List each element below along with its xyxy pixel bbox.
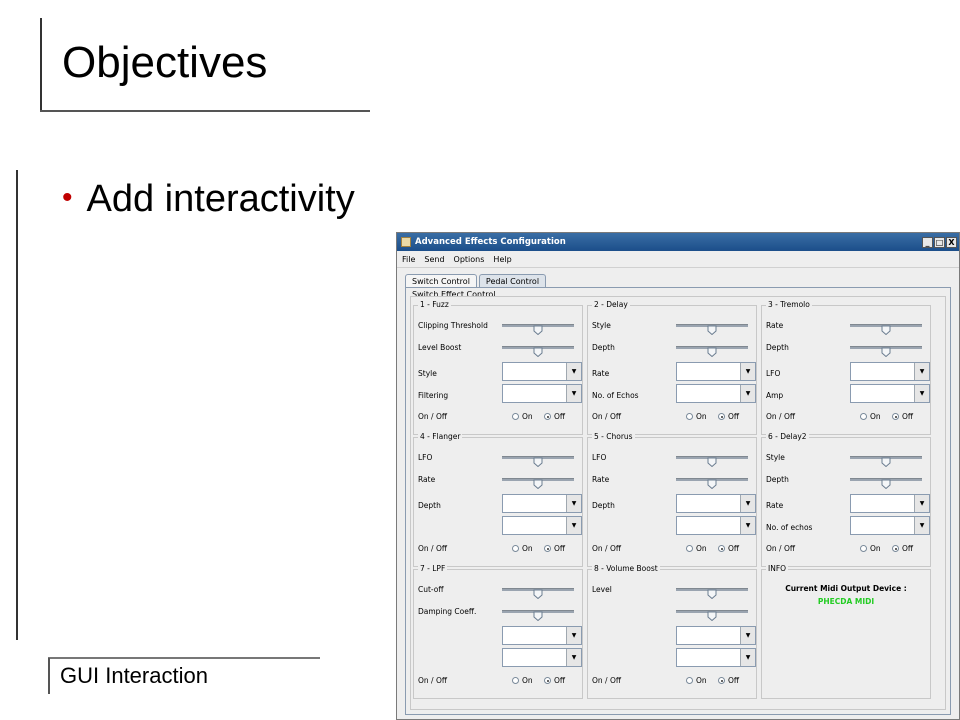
control-label: Depth (592, 501, 615, 510)
dropdown-select[interactable] (850, 362, 930, 381)
control-label: LFO (418, 453, 433, 462)
radio-on-label: On (522, 676, 533, 685)
control-label: No. of Echos (592, 391, 639, 400)
window-controls (922, 237, 957, 248)
control-label: Style (766, 453, 785, 462)
slider-thumb-icon[interactable] (533, 584, 543, 594)
chevron-down-icon[interactable]: ▼ (740, 517, 755, 534)
tab-content (405, 287, 951, 715)
bullet-item (62, 178, 355, 221)
slider-thumb-icon[interactable] (881, 452, 891, 462)
slider[interactable] (850, 320, 922, 330)
control-label: Amp (766, 391, 784, 400)
slider-thumb-icon[interactable] (707, 606, 717, 616)
radio-off-icon[interactable] (718, 545, 725, 552)
slider-thumb-icon[interactable] (707, 320, 717, 330)
slider[interactable] (676, 452, 748, 462)
onoff-label: On / Off (418, 412, 448, 421)
control-label: LFO (592, 453, 607, 462)
slider-thumb-icon[interactable] (707, 474, 717, 484)
midi-device-name: PHECDA MIDI (817, 597, 875, 606)
radio-off[interactable] (718, 544, 739, 553)
panel-title: 4 - Flanger (420, 432, 461, 441)
info-panel (761, 564, 931, 699)
slider-thumb-icon[interactable] (533, 606, 543, 616)
slider-thumb-icon[interactable] (881, 474, 891, 484)
slider[interactable] (850, 474, 922, 484)
effect-panel (587, 432, 757, 567)
radio-on-icon[interactable] (512, 545, 519, 552)
slider[interactable] (502, 474, 574, 484)
chevron-down-icon[interactable]: ▼ (914, 517, 929, 534)
dropdown-select[interactable] (502, 494, 582, 513)
radio-off-label: Off (728, 544, 740, 553)
slider-thumb-icon[interactable] (707, 584, 717, 594)
radio-on[interactable] (512, 544, 533, 553)
chevron-down-icon[interactable]: ▼ (740, 385, 755, 402)
control-label: Level (592, 585, 612, 594)
control-label: Rate (766, 321, 784, 330)
radio-off-icon[interactable] (544, 545, 551, 552)
midi-device-label: Current Midi Output Device : (785, 584, 907, 593)
menu-help[interactable]: Help (493, 254, 512, 264)
radio-on[interactable] (860, 544, 881, 553)
control-label: No. of echos (766, 523, 813, 532)
control-label: Clipping Threshold (418, 321, 488, 330)
radio-on-label: On (870, 412, 881, 421)
maximize-button[interactable]: □ (935, 237, 944, 247)
chevron-down-icon[interactable]: ▼ (914, 495, 929, 512)
onoff-label: On / Off (592, 676, 622, 685)
radio-on[interactable] (686, 544, 707, 553)
slider[interactable] (502, 342, 574, 352)
chevron-down-icon[interactable]: ▼ (566, 385, 581, 402)
dropdown-select[interactable] (676, 626, 756, 645)
tab-strip (405, 274, 546, 288)
chevron-down-icon[interactable]: ▼ (740, 627, 755, 644)
radio-off-icon[interactable] (544, 677, 551, 684)
radio-off-icon[interactable] (718, 413, 725, 420)
dropdown-select[interactable] (502, 516, 582, 535)
radio-off-label: Off (728, 412, 740, 421)
chevron-down-icon[interactable]: ▼ (914, 363, 929, 380)
footer-text: GUI Interaction (60, 663, 208, 688)
radio-on-icon[interactable] (686, 545, 693, 552)
slider-thumb-icon[interactable] (707, 452, 717, 462)
radio-off[interactable] (544, 544, 565, 553)
menu-options[interactable]: Options (453, 254, 485, 264)
effect-panel (761, 300, 931, 435)
window-title: Advanced Effects Configuration (415, 237, 566, 247)
radio-on-label: On (522, 412, 533, 421)
control-label: Depth (418, 501, 441, 510)
effect-panel (587, 300, 757, 435)
slider[interactable] (850, 452, 922, 462)
minimize-button[interactable]: _ (922, 237, 933, 248)
dropdown-select[interactable] (850, 516, 930, 535)
panel-title: 3 - Tremolo (768, 300, 810, 309)
slider-thumb-icon[interactable] (533, 452, 543, 462)
effect-panel (413, 564, 583, 699)
dropdown-select[interactable] (676, 494, 756, 513)
control-label: Depth (766, 343, 789, 352)
tab-pedal-control[interactable]: Pedal Control (479, 274, 546, 288)
slider[interactable] (502, 584, 574, 594)
effect-panel (413, 432, 583, 567)
radio-on-icon[interactable] (686, 413, 693, 420)
slider-thumb-icon[interactable] (533, 342, 543, 352)
radio-on-label: On (522, 544, 533, 553)
radio-on-label: On (870, 544, 881, 553)
slider[interactable] (850, 342, 922, 352)
control-label: Rate (766, 501, 784, 510)
onoff-label: On / Off (418, 676, 448, 685)
radio-on-label: On (696, 412, 707, 421)
menu-bar (397, 251, 959, 268)
tab-switch-control[interactable]: Switch Control (405, 274, 477, 288)
dropdown-select[interactable] (850, 494, 930, 513)
title-divider-horizontal (40, 110, 370, 112)
radio-on[interactable] (686, 412, 707, 421)
control-label: Level Boost (418, 343, 462, 352)
chevron-down-icon[interactable]: ▼ (740, 363, 755, 380)
radio-on-icon[interactable] (686, 677, 693, 684)
chevron-down-icon[interactable]: ▼ (566, 495, 581, 512)
dropdown-select[interactable] (676, 648, 756, 667)
panel-title: 8 - Volume Boost (594, 564, 658, 573)
bullet-dot-icon: • (62, 181, 73, 214)
chevron-down-icon[interactable]: ▼ (740, 649, 755, 666)
radio-on[interactable] (686, 676, 707, 685)
dropdown-select[interactable] (850, 384, 930, 403)
radio-off-label: Off (728, 676, 740, 685)
dropdown-select[interactable] (676, 516, 756, 535)
radio-on[interactable] (512, 676, 533, 685)
chevron-down-icon[interactable]: ▼ (740, 495, 755, 512)
radio-on-label: On (696, 544, 707, 553)
chevron-down-icon[interactable]: ▼ (566, 627, 581, 644)
slider-thumb-icon[interactable] (533, 474, 543, 484)
onoff-label: On / Off (418, 544, 448, 553)
radio-off[interactable] (718, 412, 739, 421)
control-label: Depth (592, 343, 615, 352)
close-button[interactable]: X (946, 237, 957, 248)
radio-off-icon[interactable] (718, 677, 725, 684)
dropdown-select[interactable] (676, 384, 756, 403)
radio-off-label: Off (554, 544, 566, 553)
radio-off-icon[interactable] (892, 413, 899, 420)
slider[interactable] (676, 320, 748, 330)
slide-title: Objectives (62, 38, 268, 87)
info-title: INFO (768, 564, 787, 573)
effect-panel (587, 564, 757, 699)
dropdown-select[interactable] (502, 648, 582, 667)
radio-off-label: Off (902, 412, 914, 421)
radio-on[interactable] (860, 412, 881, 421)
radio-on-label: On (696, 676, 707, 685)
slider-thumb-icon[interactable] (881, 342, 891, 352)
effect-panel (761, 432, 931, 567)
radio-off-icon[interactable] (544, 413, 551, 420)
chevron-down-icon[interactable]: ▼ (914, 385, 929, 402)
slider[interactable] (676, 342, 748, 352)
control-label: Style (418, 369, 437, 378)
effect-panel (413, 300, 583, 435)
effects-grid (410, 296, 946, 710)
dropdown-select[interactable] (502, 384, 582, 403)
slider[interactable] (676, 584, 748, 594)
radio-on[interactable] (512, 412, 533, 421)
chevron-down-icon[interactable]: ▼ (566, 649, 581, 666)
radio-off-label: Off (554, 676, 566, 685)
radio-off-label: Off (902, 544, 914, 553)
control-label: Rate (592, 369, 610, 378)
control-label: Style (592, 321, 611, 330)
slider[interactable] (676, 474, 748, 484)
radio-on-icon[interactable] (512, 413, 519, 420)
radio-off[interactable] (892, 544, 913, 553)
onoff-label: On / Off (766, 412, 796, 421)
menu-send[interactable]: Send (424, 254, 445, 264)
slider[interactable] (502, 452, 574, 462)
panel-title: 6 - Delay2 (768, 432, 807, 441)
radio-on-icon[interactable] (860, 413, 867, 420)
title-divider-vertical (40, 18, 42, 111)
chevron-down-icon[interactable]: ▼ (566, 517, 581, 534)
radio-off[interactable] (544, 676, 565, 685)
bullet-text: Add interactivity (86, 178, 355, 220)
control-label: LFO (766, 369, 781, 378)
control-label: Cut-off (418, 585, 444, 594)
radio-off-label: Off (554, 412, 566, 421)
app-icon (401, 237, 411, 247)
onoff-label: On / Off (766, 544, 796, 553)
menu-file[interactable]: File (402, 254, 416, 264)
slider[interactable] (676, 606, 748, 616)
radio-off[interactable] (544, 412, 565, 421)
chevron-down-icon[interactable]: ▼ (566, 363, 581, 380)
panel-title: 5 - Chorus (594, 432, 633, 441)
footer-divider-vertical (48, 658, 50, 694)
panel-title: 7 - LPF (420, 564, 446, 573)
radio-off[interactable] (892, 412, 913, 421)
control-label: Filtering (418, 391, 449, 400)
panel-title: 1 - Fuzz (420, 300, 449, 309)
body-divider (16, 170, 18, 640)
app-window (396, 232, 960, 720)
dropdown-select[interactable] (502, 362, 582, 381)
control-label: Rate (418, 475, 436, 484)
onoff-label: On / Off (592, 412, 622, 421)
slider[interactable] (502, 606, 574, 616)
slider-thumb-icon[interactable] (533, 320, 543, 330)
control-label: Rate (592, 475, 610, 484)
control-label: Depth (766, 475, 789, 484)
window-titlebar[interactable] (397, 233, 959, 251)
onoff-label: On / Off (592, 544, 622, 553)
slider-thumb-icon[interactable] (707, 342, 717, 352)
radio-on-icon[interactable] (512, 677, 519, 684)
radio-off[interactable] (718, 676, 739, 685)
group-title: Switch Effect Control (412, 290, 496, 299)
control-label: Damping Coeff. (418, 607, 477, 616)
footer-divider-horizontal (48, 657, 320, 659)
dropdown-select[interactable] (676, 362, 756, 381)
dropdown-select[interactable] (502, 626, 582, 645)
slider[interactable] (502, 320, 574, 330)
slider-thumb-icon[interactable] (881, 320, 891, 330)
radio-on-icon[interactable] (860, 545, 867, 552)
panel-title: 2 - Delay (594, 300, 628, 309)
radio-off-icon[interactable] (892, 545, 899, 552)
